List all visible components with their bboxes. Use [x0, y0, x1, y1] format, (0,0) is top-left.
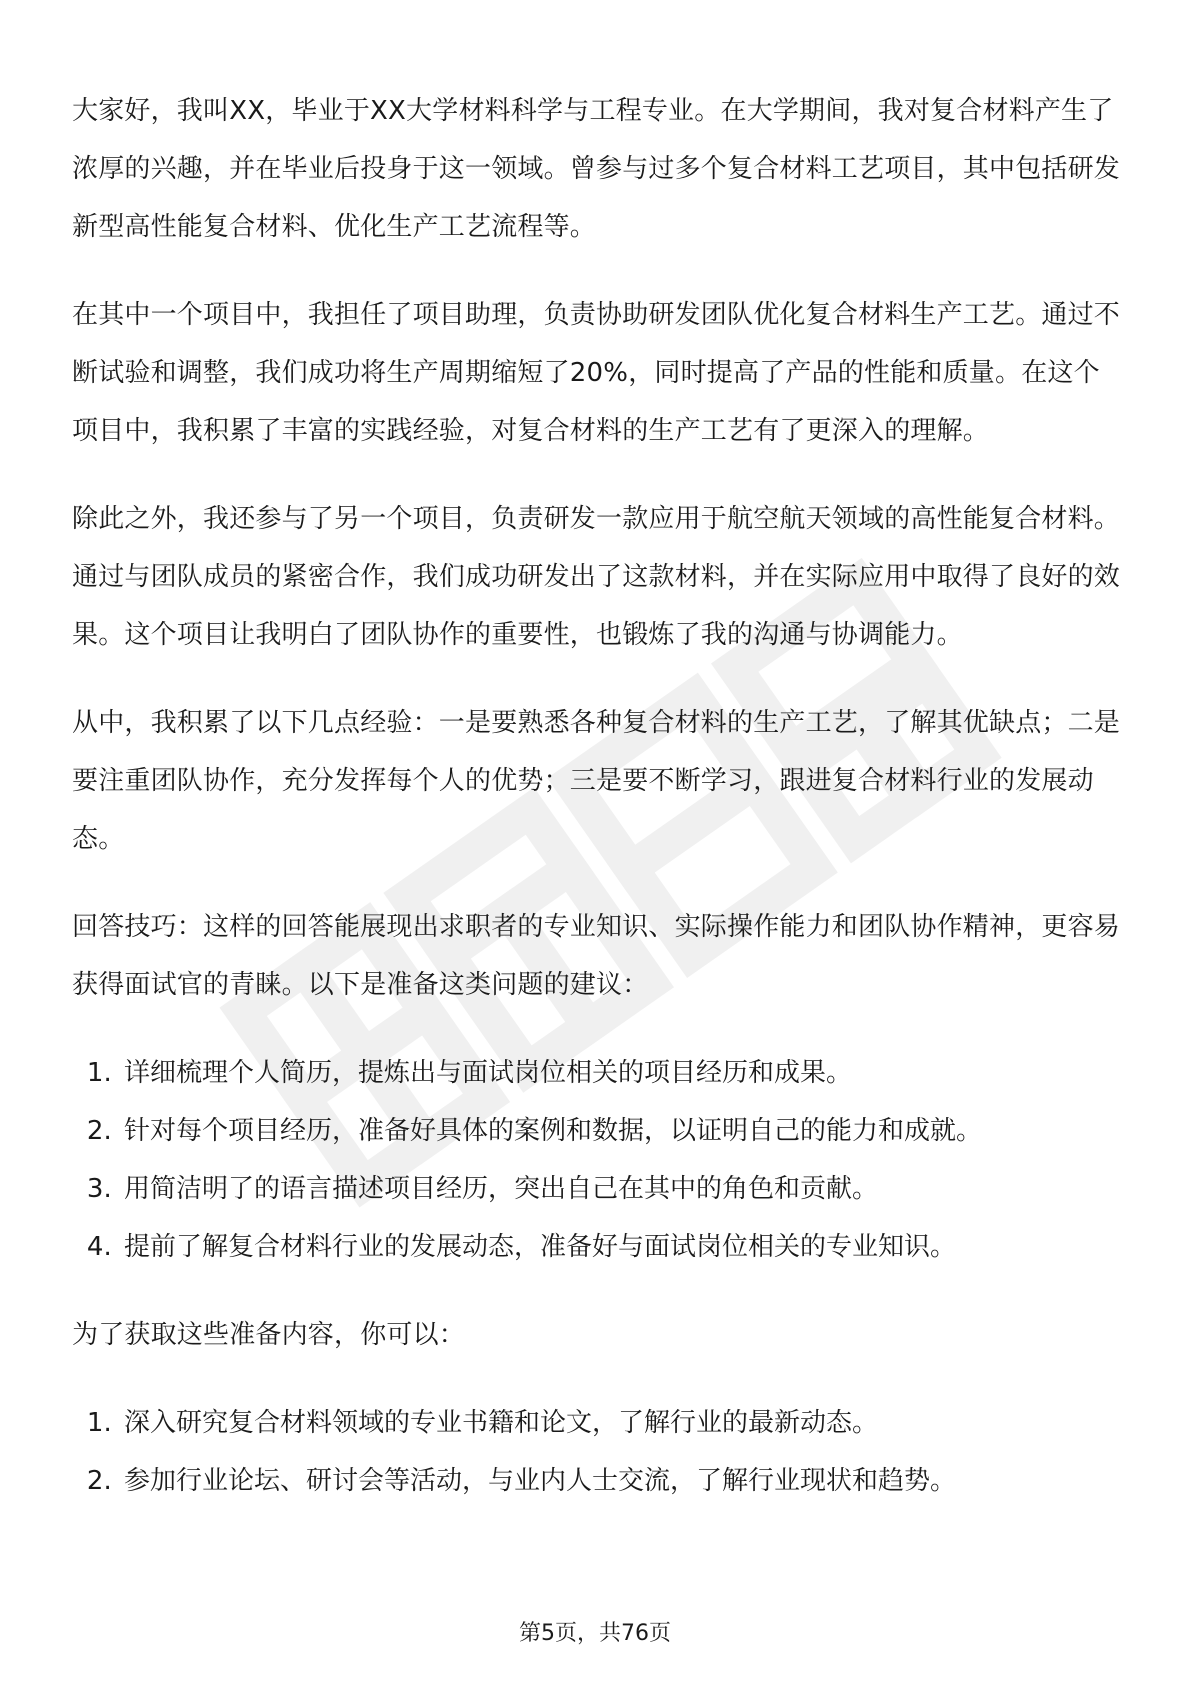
list-item: 1. 详细梳理个人简历，提炼出与面试岗位相关的项目经历和成果。: [120, 1044, 1122, 1102]
document-body: [72, 82, 1122, 1540]
paragraph-intro: 大家好，我叫XX，毕业于XX大学材料科学与工程专业。在大学期间，我对复合材料产生了浓厚的兴趣，并在毕业后投身于这一领域。曾参与过多个复合材料工艺项目，其中包括研发新型高性能复合材料、优化生产工艺流程等。: [72, 96, 1121, 242]
paragraph-project-one: 在其中一个项目中，我担任了项目助理，负责协助研发团队优化复合材料生产工艺。通过不断试验和调整，我们成功将生产周期缩短了20%，同时提高了产品的性能和质量。在这个项目中，我积累了丰富的实践经验，对复合材料的生产工艺有了更深入的理解。: [72, 300, 1121, 446]
list-item: 4. 提前了解复合材料行业的发展动态，准备好与面试岗位相关的专业知识。: [120, 1218, 1122, 1276]
prep-list: [72, 1044, 1122, 1276]
paragraph-answer-tips: 回答技巧：这样的回答能展现出求职者的专业知识、实际操作能力和团队协作精神，更容易获得面试官的青睐。以下是准备这类问题的建议：: [72, 912, 1121, 1000]
list-item: 3. 用简洁明了的语言描述项目经历，突出自己在其中的角色和贡献。: [120, 1160, 1122, 1218]
paragraph-project-two: 除此之外，我还参与了另一个项目，负责研发一款应用于航空航天领域的高性能复合材料。通过与团队成员的紧密合作，我们成功研发出了这款材料，并在实际应用中取得了良好的效果。这个项目让我明白了团队协作的重要性，也锻炼了我的沟通与协调能力。: [72, 504, 1121, 650]
paragraph-lessons: 从中，我积累了以下几点经验：一是要熟悉各种复合材料的生产工艺，了解其优缺点；二是要注重团队协作，充分发挥每个人的优势；三是要不断学习，跟进复合材料行业的发展动态。: [72, 708, 1121, 854]
paragraph-gather-intro: 为了获取这些准备内容，你可以：: [72, 1320, 466, 1350]
list-item: 2. 参加行业论坛、研讨会等活动，与业内人士交流，了解行业现状和趋势。: [120, 1452, 1122, 1510]
gather-list: [72, 1394, 1122, 1510]
page-number-footer: 第5页，共76页: [519, 1621, 671, 1646]
list-item: 2. 针对每个项目经历，准备好具体的案例和数据，以证明自己的能力和成就。: [120, 1102, 1122, 1160]
list-item: 1. 深入研究复合材料领域的专业书籍和论文，了解行业的最新动态。: [120, 1394, 1122, 1452]
